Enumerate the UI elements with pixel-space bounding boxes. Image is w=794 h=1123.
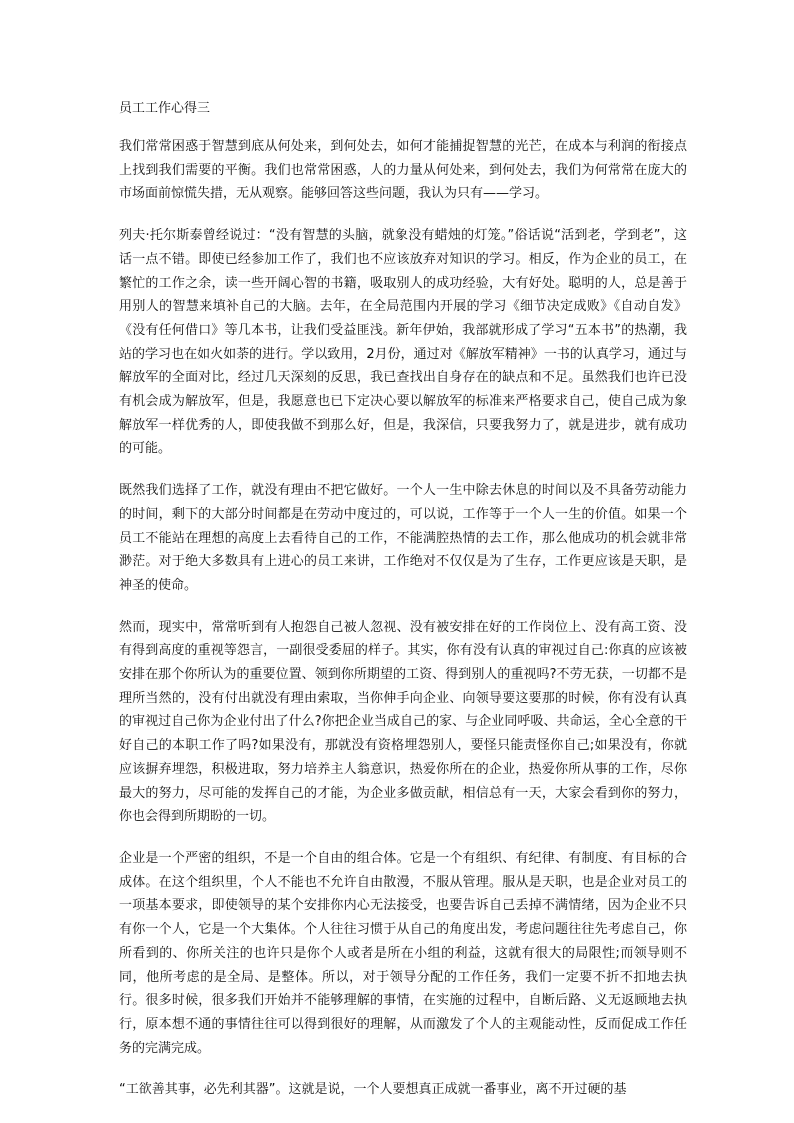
document-page xyxy=(119,99,687,1102)
paragraph-6: “工欲善其事，必先利其器”。这就是说，一个人要想真正成就一番事业，离不开过硬的基 xyxy=(119,1082,627,1098)
paragraph-1: 我们常常困惑于智慧到底从何处来，到何处去，如何才能捕捉智慧的光芒，在成本与利润的衔接点上找到我们需要的平衡。我们也常常困惑，人的力量从何处来，到何处去，我们为何常常在庞大的市场面前惊慌失措，无从观察。能够回答这些问题，我认为只有——学习。 xyxy=(119,139,687,202)
paragraph-2: 列夫·托尔斯泰曾经说过：“没有智慧的头脑，就象没有蜡烛的灯笼。”俗话说“活到老，学到老”，这话一点不错。即使已经参加工作了，我们也不应该放弃对知识的学习。相反，作为企业的员工，在繁忙的工作之余，读一些开阔心智的书籍，吸取别人的成功经验，大有好处。聪明的人，总是善于用别人的智慧来填补自己的大脑。去年，在全局范围内开展的学习《细节决定成败》《自动自发》《没有任何借口》等几本书，让我们受益匪浅。新年伊始，我部就形成了学习“五本书”的热潮，我站的学习也在如火如荼的进行。学以致用，2月份，通过对《解放军精神》一书的认真学习，通过与解放军的全面对比，经过几天深刻的反思，我已查找出自身存在的缺点和不足。虽然我们也许已没有机会成为解放军，但是，我愿意也已下定决心要以解放军的标准来严格要求自己，使自己成为象解放军一样优秀的人，即使我做不到那么好，但是，我深信，只要我努力了，就是进步，就有成功的可能。 xyxy=(119,228,687,457)
paragraph-3: 既然我们选择了工作，就没有理由不把它做好。一个人一生中除去休息的时间以及不具备劳动能力的时间，剩下的大部分时间都是在劳动中度过的，可以说，工作等于一个人一生的价值。如果一个员工不能站在理想的高度上去看待自己的工作，不能满腔热情的去工作，那么他成功的机会就非常渺茫。对于绝大多数具有上进心的员工来讲，工作绝对不仅仅是为了生存，工作更应该是天职，是神圣的使命。 xyxy=(119,483,687,593)
document-title: 员工工作心得三 xyxy=(119,101,211,116)
paragraph-4: 然而，现实中，常常听到有人抱怨自己被人忽视、没有被安排在好的工作岗位上、没有高工资、没有得到高度的重视等怨言，一副很受委屈的样子。其实，你有没有认真的审视过自己:你真的应该被安排在那个你所认为的重要位置、领到你所期望的工资、得到别人的重视吗?不劳无获，一切都不是理所当然的，没有付出就没有理由索取，当你伸手向企业、向领导要这要那的时候，你有没有认真的审视过自己你为企业付出了什么?你把企业当成自己的家、与企业同呼吸、共命运，全心全意的干好自己的本职工作了吗?如果没有，那就没有资格埋怨别人，要怪只能责怪你自己;如果没有，你就应该摒弃埋怨，积极进取，努力培养主人翁意识，热爱你所在的企业，热爱你所从事的工作，尽你最大的努力，尽可能的发挥自己的才能，为企业多做贡献，相信总有一天，大家会看到你的努力，你也会得到所期盼的一切。 xyxy=(119,619,687,825)
paragraph-5: 企业是一个严密的组织，不是一个自由的组合体。它是一个有组织、有纪律、有制度、有目标的合成体。在这个组织里，个人不能也不允许自由散漫，不服从管理。服从是天职，也是企业对员工的一项基本要求，即使领导的某个安排你内心无法接受，也要告诉自己丢掉不满情绪，因为企业不只有你一个人，它是一个大集体。个人往往习惯于从自己的角度出发，考虑问题往往先考虑自己，你所看到的、你所关注的也许只是你个人或者是所在小组的利益，这就有很大的局限性;而领导则不同，他所考虑的是全局、是整体。所以，对于领导分配的工作任务，我们一定要不折不扣地去执行。很多时候，很多我们开始并不能够理解的事情，在实施的过程中，自断后路、义无返顾地去执行，原本想不通的事情往往可以得到很好的理解，从而激发了个人的主观能动性，反而促成工作任务的完满完成。 xyxy=(119,850,687,1056)
